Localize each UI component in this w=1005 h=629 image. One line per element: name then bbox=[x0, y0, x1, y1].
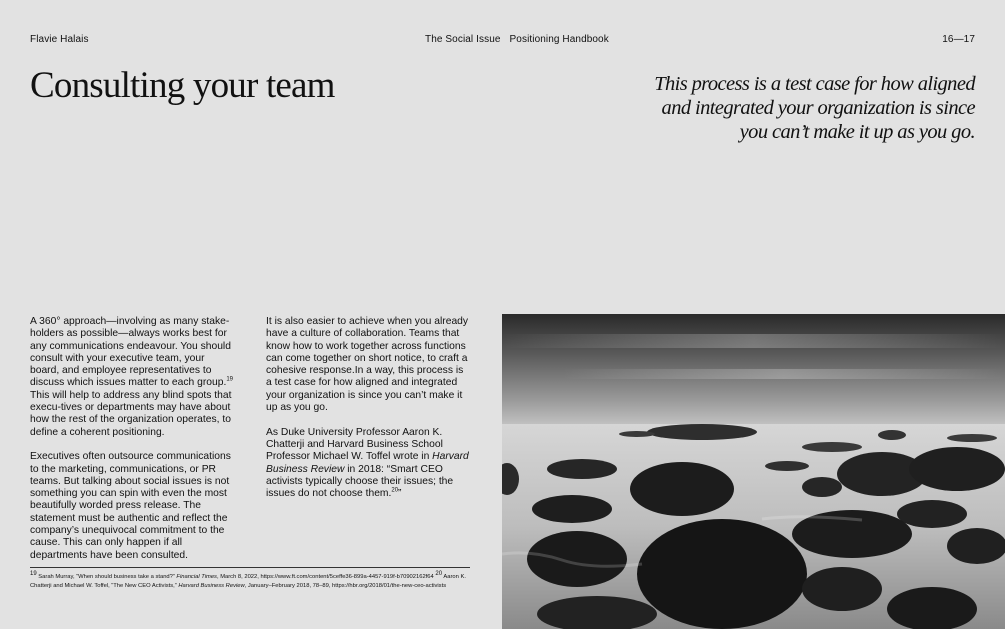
footnote-divider bbox=[30, 567, 470, 568]
footnote-text: , January–February 2018, 78–89, https://hbr.org/2018/01/the-new-ceo-activists bbox=[244, 583, 447, 589]
seascape-photo bbox=[502, 314, 1005, 629]
body-column-1 bbox=[30, 316, 235, 574]
footnote-source: Harvard Business Review bbox=[178, 583, 245, 589]
body-column-2 bbox=[266, 316, 471, 513]
footnote-text: Aaron K. Chatterji and Michael W. Toffel, “The New CEO Activists,” bbox=[30, 574, 466, 589]
footnote-ref: 19 bbox=[226, 377, 233, 384]
paragraph-text: A 360° approach—involving as many stake-holders as possible—always works best for any communications endeavour. You should consult with your executive team, your board, and employee representatives to discuss which issues matter to each group. bbox=[30, 316, 231, 389]
publication-title bbox=[425, 34, 609, 45]
footnotes bbox=[30, 573, 470, 591]
footnote-ref: 20 bbox=[391, 487, 399, 494]
publication-name: The Social Issue bbox=[425, 34, 501, 45]
footnote-source: Financial Times bbox=[176, 574, 217, 580]
paragraph-text: in 2018: “Smart CEO activists typically choose their issues; the issues do not choose them. bbox=[266, 463, 454, 500]
paragraph bbox=[266, 427, 471, 501]
publication-subtitle: Positioning Handbook bbox=[509, 34, 609, 45]
page-numbers: 16—17 bbox=[942, 34, 975, 45]
paragraph bbox=[30, 316, 235, 439]
paragraph: Executives often outsource communications to the marketing, communications, or PR teams. But talking about social issues is not something you can spin with even the most beautifully worded press release. The statement must be authentic and reflect the company’s unequivocal commitment to the cause. This can only happen if all departments have been consulted. bbox=[30, 451, 231, 561]
footnote-text: Sarah Murray, “When should business take a stand?” bbox=[36, 574, 177, 580]
section-title: Consulting your team bbox=[30, 65, 335, 106]
pull-quote: This process is a test case for how aligned and integrated your organization is since you can’t make it up as you go. bbox=[654, 73, 975, 143]
footnote-number: 19 bbox=[30, 571, 37, 578]
page-header bbox=[30, 34, 975, 48]
paragraph-text: ” bbox=[398, 488, 402, 500]
publication-reference: Harvard Business Review bbox=[266, 451, 469, 475]
paragraph-text: This will help to address any blind spots that execu-tives or departments may have about how the rest of the organization operates, to define a coherent positioning. bbox=[30, 389, 232, 438]
paragraph-text: As Duke University Professor Aaron K. Chatterji and Harvard Business School Professor Michael W. Toffel wrote in bbox=[266, 426, 443, 463]
author-name: Flavie Halais bbox=[30, 34, 89, 45]
footnote-number: 20 bbox=[433, 571, 443, 578]
paragraph: It is also easier to achieve when you already have a culture of collaboration. Teams that know how to work together across functions can come together on short notice, to craft a cohesive response.In a way, this process is a test case for how aligned and integrated your organization is since you can’t make it up as you go. bbox=[266, 316, 469, 414]
footnote-text: , March 8, 2022, https://www.ft.com/content/5ceffe36-899a-4457-919f-b70902162f64 bbox=[216, 574, 434, 580]
